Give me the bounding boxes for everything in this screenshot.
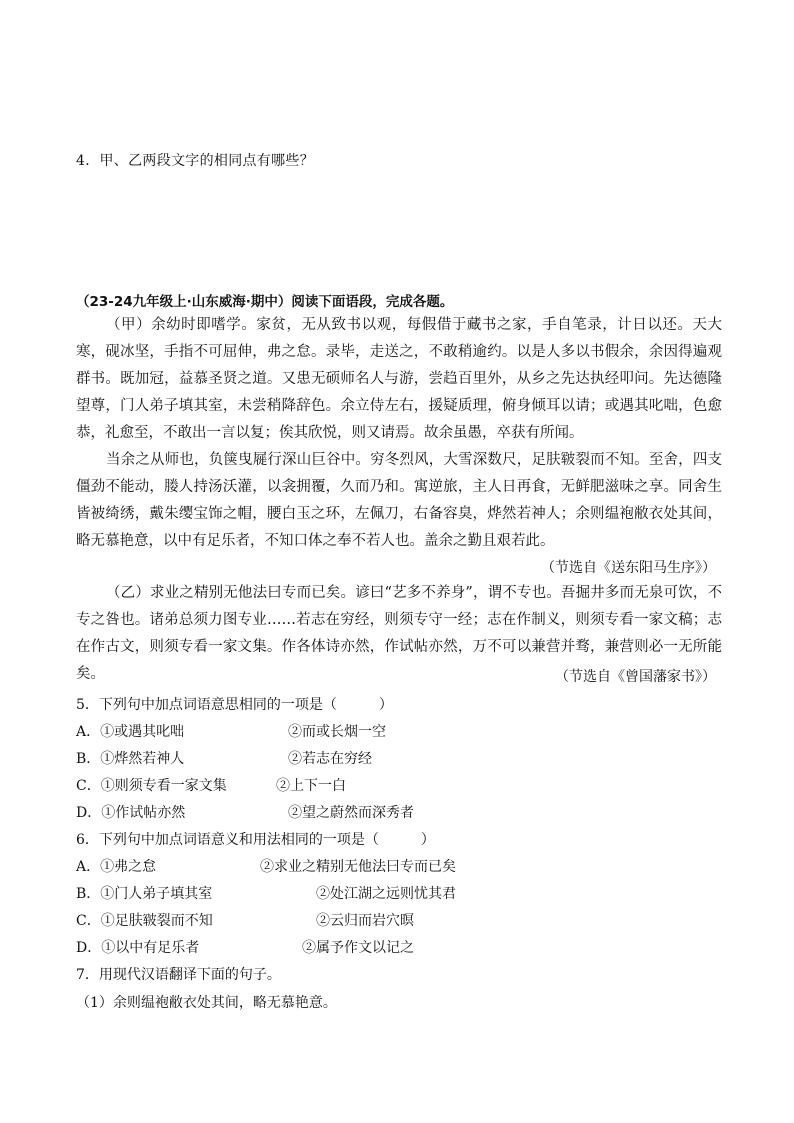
q6-option-b-right: ②处江湖之远则忧其君	[316, 886, 456, 902]
q5-option-d-right: ②望之蔚然而深秀者	[288, 805, 414, 821]
passage-source: （23-24九年级上·山东威海·期中）阅读下面语段，完成各题。	[76, 294, 454, 310]
question-6-stem: 6．下列句中加点词语意义和用法相同的一项是（ ）	[76, 832, 435, 848]
passage-jia-paragraph-1: （甲）余幼时即嗜学。家贫，无从致书以观，每假借于藏书之家，手自笔录，计日以还。天大寒，砚冰坚，手指不可屈伸，弗之怠。录毕，走送之，不敢稍逾约。以是人多以书假余，余因得遍观群书。既加冠，益慕圣贤之道。又患无硕师名人与游，尝趋百里外，从乡之先达执经叩问。先达德隆望尊，门人弟子填其室，未尝稍降辞色。余立侍左右，援疑质理，俯身倾耳以请；或遇其叱咄，色愈恭，礼愈至，不敢出一言以复；俟其欣悦，则又请焉。故余虽愚，卒获有所闻。	[76, 317, 722, 441]
passage-jia-paragraph-2: 当余之从师也，负箧曳屣行深山巨谷中。穷冬烈风，大雪深数尺，足肤皲裂而不知。至舍，四支僵劲不能动，媵人持汤沃灌，以衾拥覆，久而乃和。寓逆旅，主人日再食，无鲜肥滋味之享。同舍生皆被绮绣，戴朱缨宝饰之帽，腰白玉之环，左佩刀，右备容臭，烨然若神人；余则缊袍敝衣处其间，略无慕艳意，以中有足乐者，不知口体之奉不若人也。盖余之勤且艰若此。	[76, 452, 722, 549]
question-7-sub-1: （1）余则缊袍敝衣处其间，略无慕艳意。	[76, 995, 337, 1011]
q5-option-b-left: B．①烨然若神人	[76, 751, 185, 767]
q6-option-a-left: A．①弗之怠	[76, 859, 157, 875]
q6-option-c-left: C．①足肤皲裂而不知	[76, 913, 213, 929]
q5-option-a-right: ②而或长烟一空	[288, 724, 386, 740]
q6-option-b-left: B．①门人弟子填其室	[76, 886, 213, 902]
q5-option-c-left: C．①则须专看一家文集	[76, 778, 227, 794]
q5-option-d-left: D．①作试帖亦然	[76, 805, 186, 821]
q5-option-a-left: A．①或遇其叱咄	[76, 724, 185, 740]
q6-option-a-right: ②求业之精别无他法曰专而已矣	[260, 859, 456, 875]
question-4: 4．甲、乙两段文字的相同点有哪些？	[76, 153, 315, 169]
question-7-stem: 7．用现代汉语翻译下面的句子。	[76, 967, 281, 983]
q5-option-c-right: ②上下一白	[276, 778, 346, 794]
passage-yi-citation: （节选自《曾国藩家书》）	[555, 669, 716, 685]
q5-option-b-right: ②若志在穷经	[288, 751, 372, 767]
passage-yi-paragraph: （乙）求业之精别无他法曰专而已矣。谚曰“艺多不养身”，谓不专也。吾掘井多而无泉可饮，不专之咎也。诸弟总须力图专业……若志在穷经，则须专守一经；志在作制义，则须专看一家文稿；志在作古文，则须专看一家文集。作各体诗亦然，作试帖亦然，万不可以兼营并骛，兼营则必一无所能矣。	[76, 585, 722, 682]
q6-option-d-left: D．①以中有足乐者	[76, 940, 200, 956]
q6-option-d-right: ②属予作文以记之	[302, 940, 414, 956]
question-5-stem: 5．下列句中加点词语意思相同的一项是（ ）	[76, 697, 393, 713]
q6-option-c-right: ②云归而岩穴暝	[316, 913, 414, 929]
passage-jia-citation: （节选自《送东阳马生序》）	[541, 560, 716, 576]
